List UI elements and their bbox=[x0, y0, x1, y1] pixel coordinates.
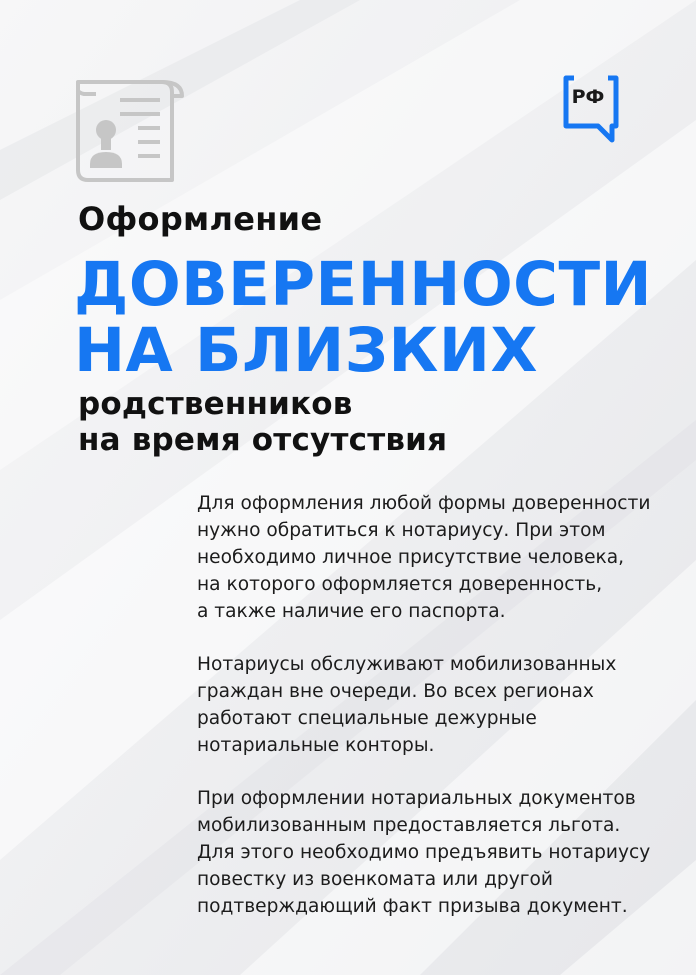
rf-logo bbox=[562, 74, 620, 146]
paragraph-line: необходимо личное присутствие человека, bbox=[197, 547, 625, 568]
paragraph-line: на которого оформляется доверенность, bbox=[197, 574, 603, 595]
paragraph bbox=[197, 490, 687, 625]
certificate-document-icon bbox=[76, 78, 184, 184]
paragraph-line: Нотариусы обслуживают мобилизованных bbox=[197, 654, 617, 675]
heading-subtitle bbox=[78, 386, 447, 458]
paragraph bbox=[197, 651, 687, 759]
heading-line1: Оформление bbox=[78, 200, 323, 238]
heading-highlight-line: ДОВЕРЕННОСТИ bbox=[74, 249, 653, 320]
paragraph-line: работают специальные дежурные bbox=[197, 708, 537, 729]
paragraph-line: а также наличие его паспорта. bbox=[197, 601, 506, 622]
paragraph-line: повестку из военкомата или другой bbox=[197, 869, 553, 890]
paragraph-line: граждан вне очереди. Во всех регионах bbox=[197, 681, 594, 702]
subtitle-line: родственников bbox=[78, 386, 353, 422]
subtitle-line: на время отсутствия bbox=[78, 422, 448, 458]
body-text bbox=[197, 490, 687, 946]
paragraph-line: При оформлении нотариальных документов bbox=[197, 788, 636, 809]
heading-highlight bbox=[74, 249, 653, 386]
paragraph-line: нотариальные конторы. bbox=[197, 735, 435, 756]
heading-highlight-line: НА БЛИЗКИХ bbox=[74, 315, 538, 386]
paragraph-line: подтверждающий факт призыва документ. bbox=[197, 896, 628, 917]
paragraph-line: мобилизованным предоставляется льгота. bbox=[197, 815, 621, 836]
paragraph-line: нужно обратиться к нотариусу. При этом bbox=[197, 520, 606, 541]
paragraph bbox=[197, 785, 687, 920]
paragraph-line: Для оформления любой формы доверенности bbox=[197, 493, 651, 514]
logo-text: РФ bbox=[571, 86, 605, 108]
paragraph-line: Для этого необходимо предъявить нотариусу bbox=[197, 842, 651, 863]
